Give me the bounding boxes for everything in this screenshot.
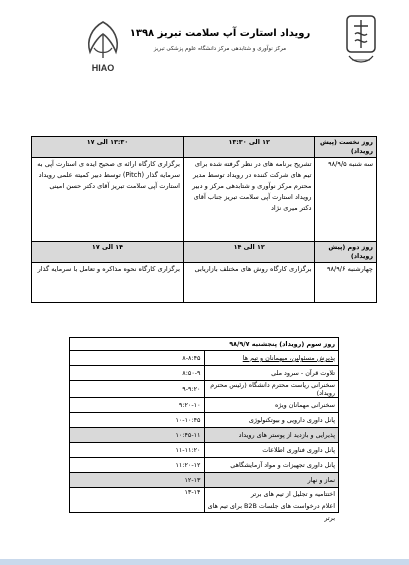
university-emblem bbox=[343, 14, 379, 68]
time-cell: ۸:۵۰-۹ bbox=[70, 366, 205, 381]
page-subtitle: مرکز نوآوری و شتابدهی مرکز دانشگاه علوم پزشکی تبریز bbox=[153, 46, 287, 52]
time-cell: ۹-۹:۲۰ bbox=[70, 381, 205, 398]
event-day-schedule bbox=[69, 337, 339, 522]
table-row bbox=[70, 458, 339, 473]
time-cell: ۹:۲۰-۱۰ bbox=[70, 398, 205, 413]
activity-cell: برگزاری کارگاه روش های مختلف بازاریابی bbox=[183, 263, 314, 303]
pre-event-table bbox=[31, 136, 377, 303]
activity-cell: پذیرایی و بازدید از پوستر های رویداد bbox=[204, 428, 339, 443]
schedule-title-row bbox=[70, 338, 339, 351]
table-header-row bbox=[32, 242, 377, 263]
header-cell: روز دوم (پیش رویداد) bbox=[315, 242, 377, 263]
page-title: رویداد استارت آپ سلامت تبریز ۱۳۹۸ bbox=[129, 28, 311, 39]
activity-cell: نماز و نهار bbox=[204, 473, 339, 488]
activity-cell: برگزاری کارگاه نحوه مذاکره و تعامل با سرمایه گذار bbox=[32, 263, 184, 303]
activity-cell: پانل داوری تجهیزات و مواد آزمایشگاهی bbox=[204, 458, 339, 473]
table-row bbox=[70, 366, 339, 381]
table-row bbox=[70, 351, 339, 366]
day-cell: چهارشنبه ۹۸/۹/۶ bbox=[315, 263, 377, 303]
time-cell: ۱۱-۱۱:۲۰ bbox=[70, 443, 205, 458]
time-cell: ۸-۸:۴۵ bbox=[70, 351, 205, 366]
time-cell: ۱۳-۱۴ bbox=[70, 488, 205, 513]
footer-bar bbox=[0, 559, 409, 565]
time-cell: ۱۱:۲۰-۱۲ bbox=[70, 458, 205, 473]
activity-line: اختتامیه و تجلیل از تیم های برتر bbox=[250, 490, 335, 498]
activity-cell: سخنرانی مهمانان ویژه bbox=[204, 398, 339, 413]
activity-cell bbox=[204, 488, 339, 522]
time-cell: ۱۰:۴۵-۱۱ bbox=[70, 428, 205, 443]
table-row bbox=[32, 158, 377, 242]
table-row bbox=[32, 263, 377, 303]
table-row bbox=[70, 413, 339, 428]
table-row bbox=[70, 473, 339, 488]
header-cell: ۱۴ الی ۱۷ bbox=[32, 242, 184, 263]
header-cell: روز نخست (پیش رویداد) bbox=[315, 137, 377, 158]
header-cell: ۱۲ الی ۱۳:۳۰ bbox=[183, 137, 314, 158]
table-header-row bbox=[32, 137, 377, 158]
activity-cell: تشریح برنامه های در نظر گرفته شده برای تیم های شرکت کننده در رویداد توسط مدیر محترم مرکز نوآوری و شتابدهی مرکز و دبیر رویداد استارت آپی سلامت تبریز جناب آقای دکتر میری نژاد bbox=[183, 158, 314, 242]
day-cell: سه شنبه ۹۸/۹/۵ bbox=[315, 158, 377, 242]
time-cell: ۱۰-۱۰:۴۵ bbox=[70, 413, 205, 428]
activity-cell: پانل داوری دارویی و بیوتکنولوژی bbox=[204, 413, 339, 428]
header-cell: ۱۲ الی ۱۴ bbox=[183, 242, 314, 263]
table-row bbox=[70, 488, 339, 513]
table-row bbox=[70, 381, 339, 398]
activity-cell: پذیرش مسئولین، میهمانان و تیم ها bbox=[204, 351, 339, 366]
activity-cell: سخنرانی ریاست محترم دانشگاه (رئیس محترم رویداد) bbox=[204, 381, 339, 398]
svg-text:HIAO: HIAO bbox=[91, 63, 115, 73]
activity-cell: برگزاری کارگاه ارائه ی صحیح ایده ی استارت آپی به سرمایه گذار (Pitch) توسط دبیر کمیته علمی رویداد استارت آپی سلامت تبریز آقای دکتر حسن امینی bbox=[32, 158, 184, 242]
table-row bbox=[70, 428, 339, 443]
activity-cell: پانل داوری فناوری اطلاعات bbox=[204, 443, 339, 458]
activity-line: اعلام درخواست های جلسات B2B برای تیم های برتر bbox=[207, 502, 335, 522]
table-row bbox=[70, 443, 339, 458]
header-cell: ۱۳:۳۰ الی ۱۷ bbox=[32, 137, 184, 158]
time-cell: ۱۲-۱۳ bbox=[70, 473, 205, 488]
schedule-title: روز سوم (رویداد) پنجشنبه ۹۸/۹/۷ bbox=[70, 338, 339, 351]
activity-cell: تلاوت قرآن - سرود ملی bbox=[204, 366, 339, 381]
header bbox=[0, 8, 409, 73]
table-row bbox=[70, 398, 339, 413]
